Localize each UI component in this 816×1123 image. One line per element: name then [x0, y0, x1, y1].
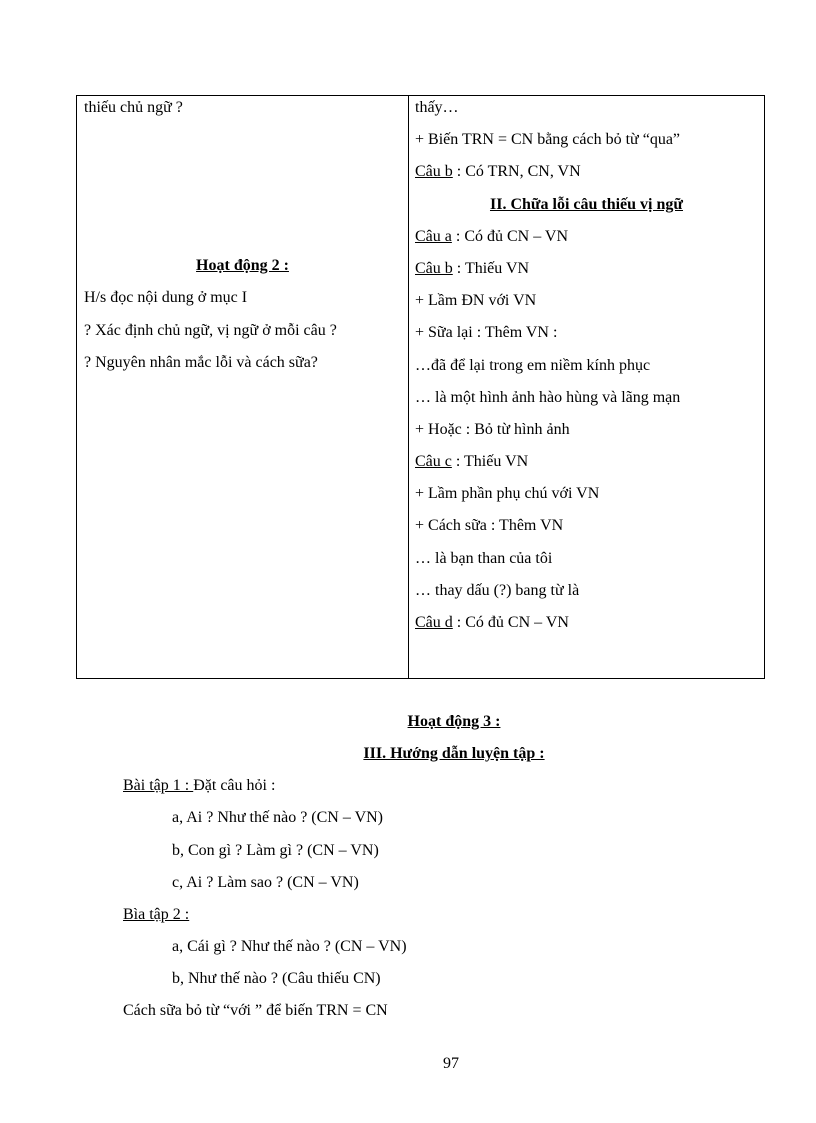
teacher-activity-column: [77, 96, 409, 679]
right-line: + Hoặc : Bỏ từ hình ảnh: [415, 420, 570, 438]
fix-note: Cách sữa bỏ từ “với ” để biến TRN = CN: [123, 1002, 388, 1019]
exercise-1-label: Bài tập 1 :: [123, 777, 194, 794]
content-column: [409, 96, 765, 679]
exercise-item: b, Như thế nào ? (Câu thiếu CN): [172, 970, 381, 987]
right-line: … là bạn than của tôi: [415, 549, 553, 567]
right-line: Câu b : Thiếu VN: [415, 259, 530, 277]
exercise-item: a, Cái gì ? Như thế nào ? (CN – VN): [172, 938, 407, 955]
right-line: + Cách sữa : Thêm VN: [415, 517, 564, 535]
left-line: ? Xác định chủ ngữ, vị ngữ ở mỗi câu ?: [84, 321, 337, 339]
lesson-table: [76, 95, 765, 679]
right-line: Câu d : Có đủ CN – VN: [415, 614, 569, 631]
right-line: … là một hình ảnh hào hùng và lãng mạn: [415, 388, 681, 406]
activity-2-heading: Hoạt động 2 :: [196, 257, 289, 275]
right-line: thấy…: [415, 99, 459, 116]
section-2-heading: II. Chữa lỗi câu thiếu vị ngữ: [489, 195, 683, 213]
right-line: + Lầm ĐN với VN: [415, 292, 537, 310]
right-line: Câu b : Có TRN, CN, VN: [415, 163, 581, 181]
right-line: Câu c : Thiếu VN: [415, 453, 529, 471]
section-3-heading: III. Hướng dẫn luyện tập :: [363, 745, 545, 762]
sentence-label: Câu c: [415, 453, 452, 471]
exercise-item: a, Ai ? Như thế nào ? (CN – VN): [172, 809, 383, 826]
exercise-2-label: Bìa tập 2 :: [123, 906, 190, 923]
right-line: + Sữa lại : Thêm VN :: [415, 324, 558, 342]
left-line: ? Nguyên nhân mắc lỗi và cách sữa?: [84, 353, 318, 371]
sentence-label: Câu b: [415, 259, 453, 277]
exercise-item: c, Ai ? Làm sao ? (CN – VN): [172, 874, 359, 891]
sentence-label: Câu d: [415, 614, 453, 631]
page-number: 97: [443, 1055, 459, 1072]
sentence-label: Câu a: [415, 227, 452, 245]
right-line: + Lầm phần phụ chú với VN: [415, 485, 600, 503]
left-line: H/s đọc nội dung ở mục I: [84, 289, 248, 307]
right-line: + Biến TRN = CN bằng cách bỏ từ “qua”: [415, 131, 681, 149]
sentence-label: Câu b: [415, 163, 453, 181]
activity-3-heading: Hoạt động 3 :: [407, 713, 501, 730]
right-line: …đã để lại trong em niềm kính phục: [415, 356, 651, 374]
right-line: … thay dấu (?) bang từ là: [415, 581, 580, 599]
right-line: Câu a : Có đủ CN – VN: [415, 227, 569, 245]
exercise-1: Bài tập 1 : Đặt câu hỏi :: [123, 777, 276, 794]
left-line: thiếu chủ ngữ ?: [84, 99, 183, 116]
exercise-item: b, Con gì ? Làm gì ? (CN – VN): [172, 842, 379, 859]
